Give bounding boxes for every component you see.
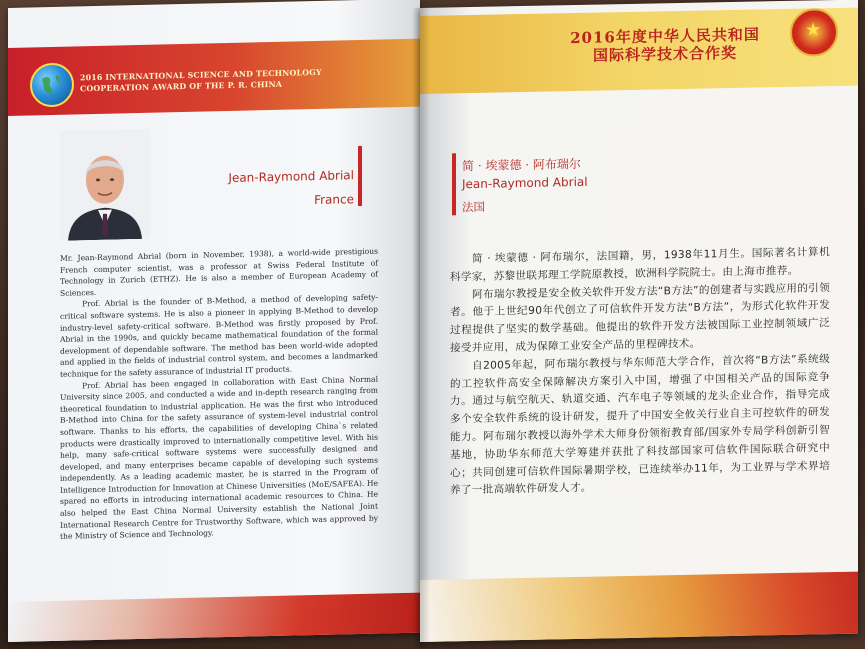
laureate-country: France	[314, 192, 354, 208]
bio-paragraph-cn: 阿布瑞尔教授是安全攸关软件开发方法“B方法”的创建者与实践应用的引领者。他于上世纪90年代创立了可信软件开发方法“B方法”，为形式化软件开发过程提供了坚实的数学基础。他提出的软件开发方法被国际工业控制领域广泛接受并应用，成为保障工业安全产品的里程碑技术。	[450, 281, 830, 355]
right-page	[420, 0, 858, 642]
biography-cn	[450, 244, 830, 500]
award-title-en: 2016 INTERNATIONAL SCIENCE AND TECHNOLOGY COOPERATION AWARD OF THE P. R. CHINA	[80, 67, 322, 94]
bio-paragraph-cn: 自2005年起，阿布瑞尔教授与华东师范大学合作，首次将“B方法”系统级的工控软件高安全保障解决方案引入中国，增强了中国相关产品的国际竞争力。通过与航空航天、轨道交通、汽车电子等领域的龙头企业合作，指导完成多个安全软件系统的设计研发，提升了中国安全攸关行业自主可控软件的研发能力。阿布瑞尔教授以海外学术大师身份领衔教育部/国家外专局学科创新引智基地，协助华东师范大学筹建并获批了科技部国家可信软件国际联合研究中心；共同创建可信软件国际暑期学校，已连续举办11年，为工业界与学术界培养了一批高端软件研发人才。	[450, 352, 830, 497]
biography-en	[60, 246, 378, 543]
name-accent-bar	[358, 146, 362, 206]
bio-paragraph: Prof. Abrial is the founder of B-Method, a method of developing safety-critical software systems. He is also a pioneer in applying B-Method to develop industry-level safety-critical software. B-Method was firstly proposed by Prof. Abrial in the 1990s, and quickly became mathematical foundation of the formal development of dependable software. The method has been world-wide adopted and applied in the fields of industrial control system, and becomes a landmarked technique for the safety assurance of industrial IT products.	[60, 292, 378, 379]
globe-icon	[30, 63, 74, 108]
bio-paragraph: Prof. Abrial has been engaged in collaboration with East China Normal University since 2005, and conducted a wide and in-depth research ranging from theoretical foundation to industrial application. He was the first who introduced B-Method into China for the safety assurance of system-level industrial control software. Thanks to his efforts, the capabilities of developing China`s related products were drastically improved to internationally competitive level. With his help, many safe-critical software systems were successfully designed and developed, and many enterprises became capable of developing such systems independently. As a leading academic master, he is starred in the Program of Intelligence Introduction for Innovation at Chinese Universities (MoE/SAFEA). He spared no efforts in introducing international academic resources to China. He also helped the East China Normal University establish the National Joint International Research Centre for Trustworthy Software, which was approved by the Ministry of Science and Technology.	[60, 374, 378, 542]
bio-paragraph: Mr. Jean-Raymond Abrial (born in November, 1938), a world-wide prestigious French computer scientist, was a professor at Swiss Federal Institute of Technology in Zurich (ETHZ). He is also a member of European Academy of Sciences.	[60, 246, 378, 298]
footer-decoration	[420, 572, 858, 642]
laureate-name: Jean-Raymond Abrial	[228, 168, 354, 185]
bio-paragraph-cn: 简 · 埃蒙德 · 阿布瑞尔，法国籍，男，1938年11月生。国际著名计算机科学家，苏黎世联邦理工学院原教授，欧洲科学院院士。由上海市推荐。	[450, 246, 830, 284]
name-accent-bar	[452, 153, 456, 215]
portrait-photo	[60, 129, 150, 241]
left-page	[8, 0, 420, 642]
national-emblem-icon: ★	[790, 8, 838, 57]
laureate-country-cn: 法国	[462, 199, 485, 215]
footer-decoration	[8, 593, 420, 642]
award-booklet	[8, 8, 860, 642]
laureate-name-cn: 简 · 埃蒙德 · 阿布瑞尔	[462, 156, 581, 174]
award-title-cn: 2016年度中华人民共和国 国际科学技术合作奖	[570, 25, 760, 65]
book-spine	[412, 8, 430, 648]
laureate-name-en: Jean-Raymond Abrial	[462, 174, 588, 192]
